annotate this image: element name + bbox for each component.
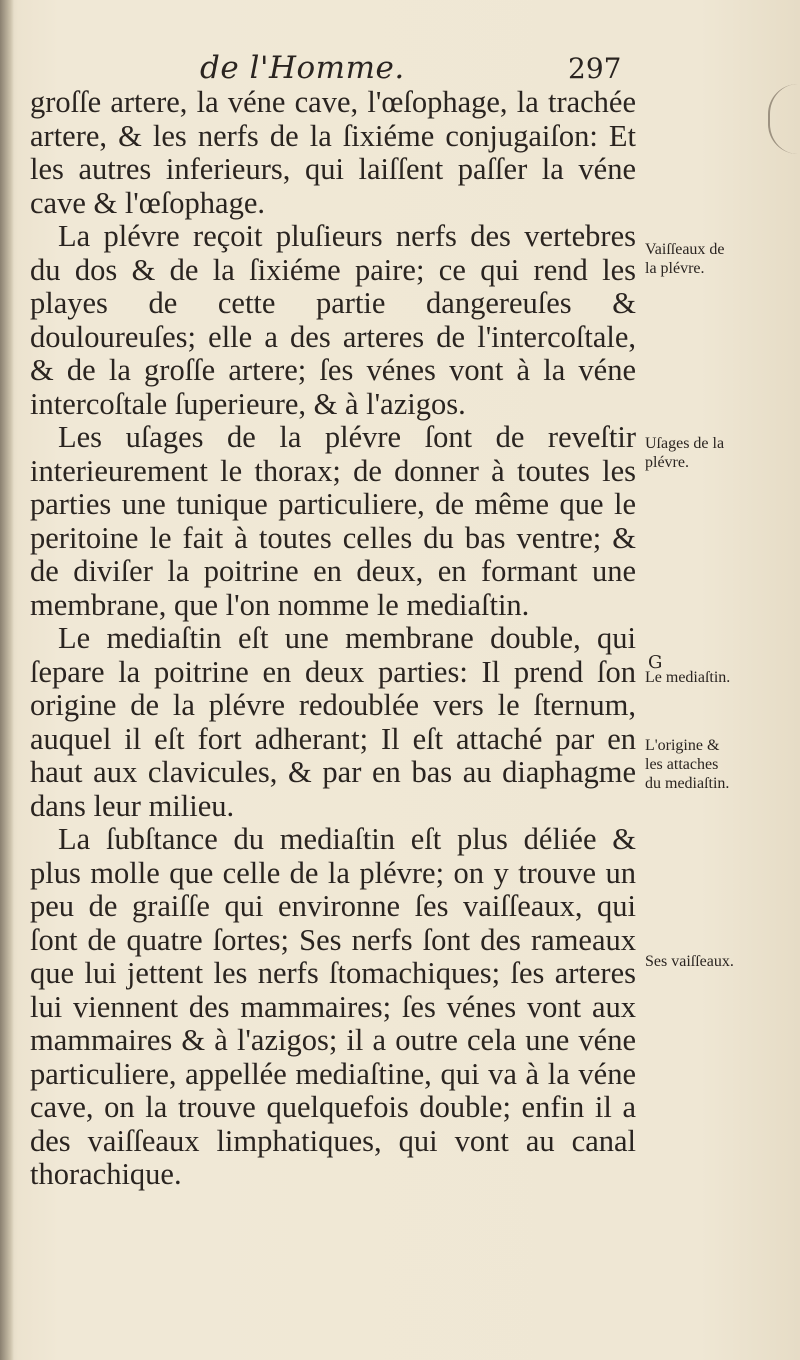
edge-mark [768, 84, 800, 154]
margin-note-vaisseaux-plevre: Vaiſſeaux de la plévre. [645, 241, 725, 277]
margin-note-origine-attaches: L'origine & les attaches du mediaſtin. [645, 737, 730, 792]
paragraph-5: La ſubſtance du mediaſtin eſt plus déliée & plus molle que celle de la plévre; on y trouve un peu de graiſſe qui environne ſes vaiſſeaux, qui ſont de quatre ſortes; Ses nerfs ſont des rameaux que lui jettent les nerfs ſtomachiques; ſes arteres lui viennent des mammaires; ſes vénes vont aux mammaires & à l'azigos; il a outre cela une véne particuliere, appellée mediaſtine, qui va à la véne cave, on la trouve quelquefois double; enfin il a des vaiſſeaux limphatiques, qui vont au canal thorachique. [30, 822, 636, 1191]
margin-note-mediastin: Le mediaſtin. [645, 669, 731, 686]
paragraph-3: Les uſages de la plévre ſont de reveſtir interieurement le thorax; de donner à toutes les parties une tunique particuliere, de même que le peritoine le fait à toutes celles du bas ventre; & de diviſer la poitrine en deux, en formant une membrane, que l'on nomme le mediaſtin. [30, 420, 636, 622]
running-head-title: de l'Homme. [200, 50, 405, 86]
gutter-shadow [0, 0, 14, 1360]
signature-mark: G [648, 652, 663, 673]
margin-note-usages-plevre: Uſages de la plévre. [645, 435, 725, 471]
paragraph-1: groſſe artere, la véne cave, l'œſophage, la trachée artere, & les nerfs de la ſixiéme conjugaiſon: Et les autres inferieurs, qui laiſſent paſſer la véne cave & l'œſophage. [30, 85, 636, 220]
margin-note-ses-vaisseaux: Ses vaiſſeaux. [645, 953, 734, 970]
running-head [0, 50, 800, 90]
paragraph-2: La plévre reçoit pluſieurs nerfs des vertebres du dos & de la ſixiéme paire; ce qui rend les playes de cette partie dangereuſes & douloureuſes; elle a des arteres de l'intercoſtale, & de la groſſe artere; ſes vénes vont à la véne intercoſtale ſuperieure, & à l'azigos. [30, 219, 636, 421]
paragraph-4: Le mediaſtin eſt une membrane double, qui ſepare la poitrine en deux parties: Il prend ſon origine de la plévre redoublée vers le ſternum, auquel il eſt fort adherant; Il eſt attaché par en haut aux clavicules, & par en bas au diaphagme dans leur milieu. [30, 621, 636, 823]
page-number: 297 [568, 52, 622, 85]
main-text-block [30, 86, 636, 1192]
